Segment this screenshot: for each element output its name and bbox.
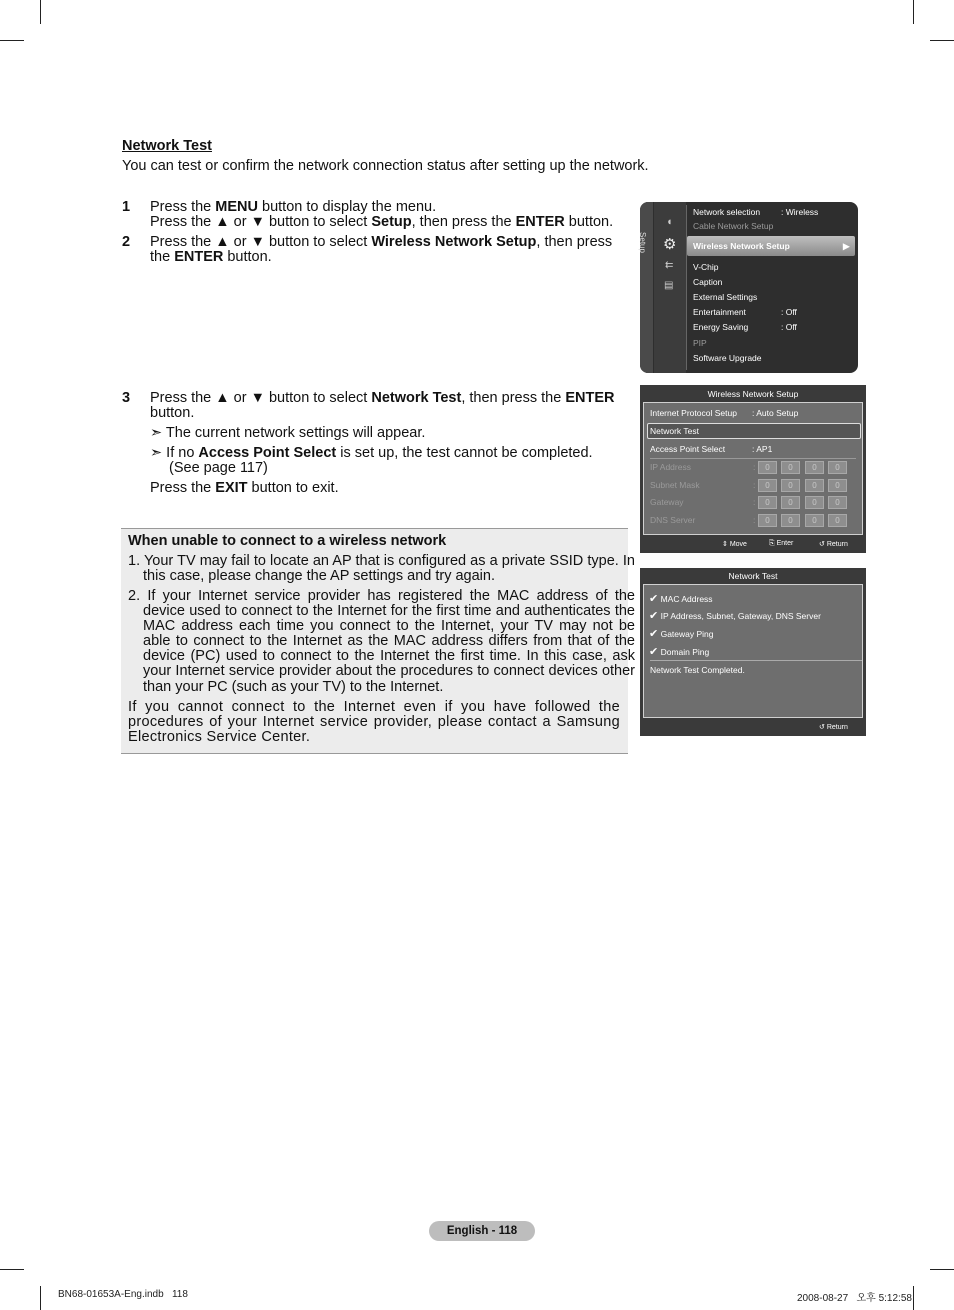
page-number: English - 118 — [429, 1221, 535, 1241]
dns-octet[interactable]: 0 — [805, 514, 824, 527]
gateway-octet[interactable]: 0 — [828, 496, 847, 509]
subnet-octet[interactable]: 0 — [828, 479, 847, 492]
menu-item-pip[interactable]: PIP — [693, 338, 707, 348]
ip-octet[interactable]: 0 — [781, 461, 800, 474]
results-panel — [643, 584, 863, 718]
menu-item-wireless-network-setup[interactable]: Wireless Network Setup ▶ — [693, 241, 850, 251]
return-hint: ↺ Return — [819, 724, 848, 731]
network-test-screen — [640, 568, 866, 736]
file-name: BN68-01653A-Eng.indb 118 — [58, 1289, 188, 1300]
divider — [650, 458, 856, 459]
box-item-2: 2. If your Internet service provider has registered the MAC address of the device used to connect to the Internet for the first time and authenticates the MAC address each time you connect to the Internet, your TV may not be able to connect to the Internet as the MAC address differs from that of the device (PC) used to connect to the Internet the first time. In this case, ask your Internet service provider about the procedures to connect devices other than your PC (such as your TV) to the Internet. — [128, 588, 635, 695]
subnet-mask-label: Subnet Mask — [650, 480, 700, 490]
crop-mark — [930, 40, 954, 41]
colon: : — [753, 480, 756, 490]
step-number: 2 — [122, 234, 131, 250]
ip-octet[interactable]: 0 — [828, 461, 847, 474]
gateway-octet[interactable]: 0 — [758, 496, 777, 509]
application-icon: ▤ — [664, 280, 674, 291]
intro-text: You can test or confirm the network connection status after setting up the network. — [122, 158, 649, 174]
check-icon: ✔ — [649, 610, 659, 622]
picture-icon: ◖ — [666, 216, 673, 228]
crop-mark — [40, 1286, 41, 1310]
menu-item-caption[interactable]: Caption — [693, 277, 723, 287]
box-paragraph: If you cannot connect to the Internet even if you have followed the procedures of your Internet service provider, please contact a Samsung Electronics Service Center. — [128, 699, 620, 746]
colon: : — [753, 497, 756, 507]
input-icon: ⇇ — [665, 260, 674, 271]
menu-item-vchip[interactable]: V-Chip — [693, 262, 719, 272]
crop-mark — [930, 1269, 954, 1270]
subnet-octet[interactable]: 0 — [805, 479, 824, 492]
dns-octet[interactable]: 0 — [758, 514, 777, 527]
move-hint: ⇕ Move — [722, 541, 747, 548]
crop-mark — [913, 1286, 914, 1310]
box-item-1: 1. Your TV may fail to locate an AP that is configured as a private SSID type. In this case, please change the AP settings and try again. — [128, 553, 635, 585]
menu-item-cable-network-setup[interactable]: Cable Network Setup — [693, 221, 774, 231]
gateway-octet[interactable]: 0 — [781, 496, 800, 509]
subnet-octet[interactable]: 0 — [758, 479, 777, 492]
troubleshooting-box — [121, 528, 635, 754]
return-icon: ↺ — [819, 724, 825, 731]
enter-hint: ⎘ Enter — [769, 540, 794, 547]
gateway-octet[interactable]: 0 — [805, 496, 824, 509]
screen-title: Wireless Network Setup — [707, 389, 799, 399]
note-2: ➣ If no Access Point Select is set up, the test cannot be completed. (See page 117) — [150, 445, 593, 476]
arrow-right-icon: ▶ — [843, 241, 850, 251]
colon: : — [753, 515, 756, 525]
step-number: 1 — [122, 199, 131, 215]
return-hint: ↺ Return — [819, 541, 848, 548]
box-heading: When unable to connect to a wireless network — [128, 533, 447, 549]
internet-protocol-setup[interactable]: Internet Protocol Setup : Auto Setup — [650, 408, 799, 418]
check-icon: ✔ — [649, 628, 659, 640]
menu-item-external-settings[interactable]: External Settings — [693, 292, 758, 302]
divider — [686, 205, 687, 370]
check-mac-address: ✔ MAC Address — [649, 593, 713, 605]
crop-mark — [40, 0, 41, 24]
divider — [650, 660, 862, 661]
check-ip-settings: ✔ IP Address, Subnet, Gateway, DNS Server — [649, 610, 821, 622]
ip-octet[interactable]: 0 — [805, 461, 824, 474]
crop-mark — [913, 0, 914, 24]
wireless-network-setup-screen — [640, 385, 866, 553]
menu-item-entertainment[interactable]: Entertainment : Off — [693, 307, 797, 317]
ip-address-label: IP Address — [650, 462, 691, 472]
network-test-item[interactable]: Network Test — [650, 426, 699, 436]
section-title: Network Test — [122, 138, 212, 154]
check-domain-ping: ✔ Domain Ping — [649, 646, 710, 658]
enter-icon: ⎘ — [769, 540, 775, 547]
return-icon: ↺ — [819, 541, 825, 548]
side-strip — [637, 202, 653, 373]
note-1: ➣ The current network settings will appear. — [150, 425, 426, 441]
test-status: Network Test Completed. — [650, 665, 745, 675]
menu-item-energy-saving[interactable]: Energy Saving : Off — [693, 322, 797, 332]
step-3-text: Press the ▲ or ▼ button to select Network Test, then press the ENTER button. — [150, 390, 615, 421]
side-label: Setup — [637, 232, 647, 253]
settings-panel — [643, 402, 863, 535]
access-point-select[interactable]: Access Point Select : AP1 — [650, 444, 773, 454]
subnet-octet[interactable]: 0 — [781, 479, 800, 492]
crop-mark — [0, 1269, 24, 1270]
ip-octet[interactable]: 0 — [758, 461, 777, 474]
check-icon: ✔ — [649, 646, 659, 658]
exit-instruction: Press the EXIT button to exit. — [150, 480, 339, 496]
gear-icon: ⚙ — [663, 236, 677, 253]
menu-item-network-selection[interactable]: Network selection : Wireless — [693, 207, 819, 217]
print-date: 2008-08-27 오후 5:12:58 — [797, 1293, 912, 1304]
crop-mark — [0, 40, 24, 41]
dns-server-label: DNS Server — [650, 515, 696, 525]
step-number: 3 — [122, 390, 131, 406]
setup-menu-screen — [637, 202, 858, 373]
screen-title: Network Test — [728, 571, 778, 581]
gateway-label: Gateway — [650, 497, 684, 507]
check-icon: ✔ — [649, 593, 659, 605]
check-gateway-ping: ✔ Gateway Ping — [649, 628, 714, 640]
colon: : — [753, 462, 756, 472]
step-1-text: Press the MENU button to display the menu. Press the ▲ or ▼ button to select Setup, then press the ENTER button. — [150, 199, 614, 230]
step-2-text: Press the ▲ or ▼ button to select Wireless Network Setup, then press the ENTER button. — [150, 234, 613, 265]
menu-item-software-upgrade[interactable]: Software Upgrade — [693, 353, 762, 363]
updown-icon: ⇕ — [722, 541, 728, 548]
dns-octet[interactable]: 0 — [781, 514, 800, 527]
dns-octet[interactable]: 0 — [828, 514, 847, 527]
